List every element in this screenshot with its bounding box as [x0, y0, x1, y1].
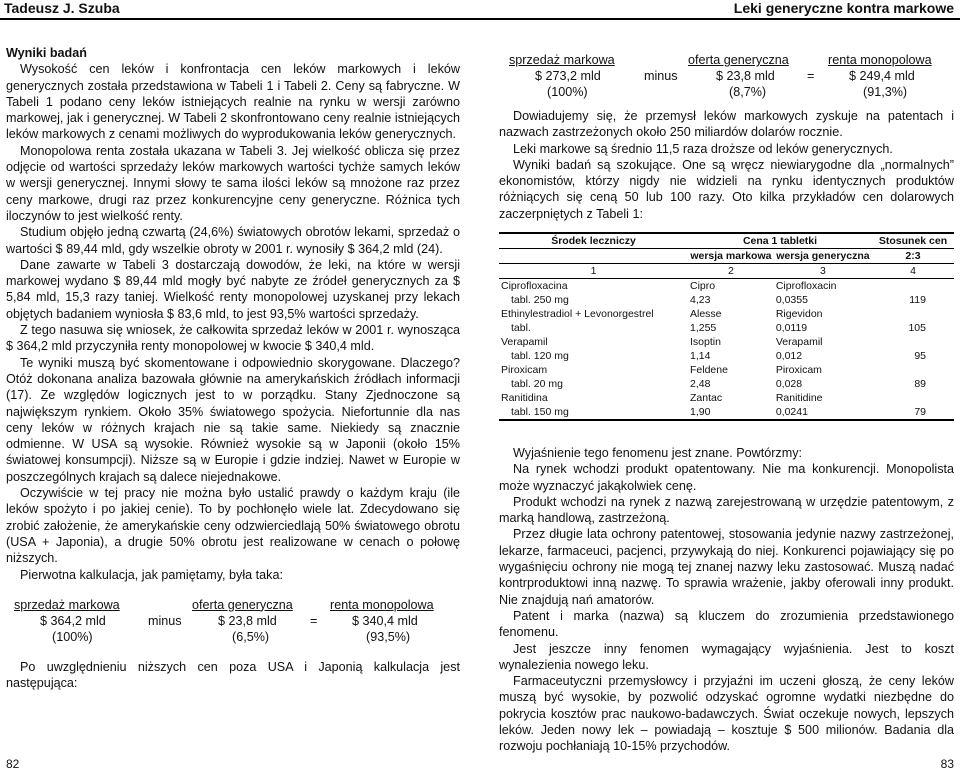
ratio-cell	[872, 363, 954, 377]
column-number: 2	[688, 264, 774, 279]
table-header-row	[499, 233, 954, 249]
paragraph: Oczywiście w tej pracy nie można było ustalić prawdy o każdym kraju (ile leków spożyto i po jakiej cenie). To by pochłonęło wiele lat. Zdecydowano się zrobić założenie, że amerykańskie ceny odzwierciedlają 50% światowego obrotu (USA + Japonia), a drugie 50% obrotu jest realizowane w cenach o połowę niższych.	[6, 486, 460, 566]
calc-value: $ 23,8 mld	[716, 69, 775, 83]
table-row	[499, 279, 954, 294]
generic-name: Ciprofloxacin	[775, 280, 837, 292]
right-column-lower	[499, 445, 954, 755]
brand-price: 1,14	[690, 350, 711, 362]
section-heading: Wyniki badań	[6, 46, 87, 60]
table-row	[499, 307, 954, 321]
paragraph: Dowiadujemy się, że przemysł leków markowych zyskuje na patentach i nazwach zastrzeżonych około 250 miliardów dolarów rocznie.	[499, 109, 954, 140]
dose: tabl. 20 mg	[511, 378, 563, 390]
paragraph: Na rynek wchodzi produkt opatentowany. Nie ma konkurencji. Monopolista może wyznaczyć jakąkolwiek cenę.	[499, 462, 954, 493]
column-number: 1	[499, 264, 688, 279]
table-row	[499, 293, 954, 307]
brand-price: 1,255	[690, 322, 717, 334]
paragraph: Pierwotna kalkulacja, jak pamiętamy, była taka:	[20, 567, 283, 582]
calc-header: oferta generyczna	[192, 597, 293, 612]
page-number: 83	[940, 757, 954, 771]
dose: tabl.	[511, 322, 531, 334]
generic-name: Rigevidon	[775, 308, 823, 320]
table-body	[499, 279, 954, 421]
drug-name: Verapamil	[501, 336, 548, 348]
paragraph: Produkt wchodzi na rynek z nazwą zarejestrowaną w urzędzie patentowym, z marką handlową, zastrzeżoną.	[499, 494, 954, 526]
ratio-cell	[872, 307, 954, 321]
calc-header: oferta generyczna	[688, 53, 789, 67]
paragraph: Monopolowa renta została ukazana w Tabeli 3. Jej wielkość oblicza się przez odjęcie od wartości sprzedaży leków markowych wartości tychże samych leków w wersji generycznej. Innymi słowy te sama ilości leków są mnożone raz przez ceny markowe, drugi raz przez konkurencyjne ceny generyczne. Różnica tych iloczynów to jest wielkość renty.	[6, 143, 460, 223]
header-title: Leki generyczne kontra markowe	[733, 0, 954, 16]
generic-price: 0,0119	[775, 322, 808, 334]
price-ratio: 79	[872, 405, 954, 420]
table-header-cell: Cena 1 tabletki	[688, 233, 872, 249]
dose: tabl. 150 mg	[499, 405, 688, 420]
table-header-cell: Stosunek cen	[872, 233, 954, 249]
paragraph: Przez długie lata ochrony patentowej, stosowania jedynie nazwy zastrzeżonej, lekarze, farmaceuci, pacjenci, przywykają do niej. Konkurenci pojawiający się po wygaśnięciu ochrony nie mogą tej znanej nazwy leku zastosować. Muszą nadać kontrproduktowi inną nazwę. To sprawia wrażenie, jakby oferowali inny produkt. Nie znajdują nań amatorów.	[499, 527, 954, 607]
price-ratio: 89	[914, 378, 926, 390]
ratio-cell	[872, 279, 954, 294]
paragraph: Patent i marka (nazwa) są kluczem do zrozumienia przedstawionego fenomenu.	[499, 608, 954, 640]
calc-header: sprzedaż markowa	[14, 597, 120, 612]
brand-name: Zantac	[690, 392, 723, 404]
brand-price: 2,48	[690, 378, 711, 390]
brand-price: 1,90	[688, 405, 774, 420]
paragraph: Wyniki badań są szokujące. One są wręcz niewiarygodne dla „normalnych” ekonomistów, którzy nigdy nie widzieli na rynku identycznych produktów różniących się ceną 50 lub 100 razy. Oto kilka przykładów cen dolarowych zaczerpniętych z Tabeli 1:	[499, 157, 954, 221]
table-row	[499, 391, 954, 405]
calc-operator: =	[310, 613, 318, 628]
calc-percent: (91,3%)	[863, 85, 908, 99]
table-number-row	[499, 264, 954, 279]
paragraph: Studium objęło jedną czwartą (24,6%) światowych obrotów lekami, sprzedaż o wartości $ 89,44 mld, gdy wszelkie obroty w 2001 r. wynosiły $ 364,2 mld (24).	[6, 225, 460, 256]
price-ratio: 95	[914, 350, 926, 362]
dose: tabl. 120 mg	[511, 350, 569, 362]
paragraph: Farmaceutyczni przemysłowcy i przyjaźni im uczeni głoszą, że ceny leków muszą być wysokie, by pozwolić odzyskać ogromne wydatki niezbędne do pokrycia kosztów prac naukowo-badawczych. Świat oczekuje nowych, lepszych leków. Jeden nowy lek – powiadają – kosztuje $ 500 milionów. Badania dla rozwoju pochłaniają 10-15% przychodów.	[499, 674, 954, 754]
drug-name: Ethinylestradiol + Levonorgestrel	[501, 308, 654, 320]
table-row	[499, 335, 954, 349]
table-row	[499, 321, 954, 335]
page-number: 82	[6, 757, 20, 771]
table-header-cell	[499, 249, 688, 264]
paragraph: Wyjaśnienie tego fenomenu jest znane. Powtórzmy:	[513, 446, 802, 460]
paragraph: Z tego nasuwa się wniosek, że całkowita sprzedaż leków w 2001 r. wynosząca $ 364,2 mld przyczyniła renty monopolowej w kwocie $ 340,4 mld.	[6, 323, 460, 354]
calc-value: $ 364,2 mld	[40, 613, 106, 628]
generic-price: 0,0355	[775, 294, 808, 306]
paragraph: Wysokość cen leków i konfrontacja cen leków markowych i leków generycznych została przedstawiona w Tabeli 1 i Tabeli 2. Ceny są fabryczne. W Tabeli 1 podano ceny leków istniejących realnie na rynku w wersji zarówno markowej, jak i generycznej. W Tabeli 2 skonfrontowano ceny realnie istniejących leków markowych z cenami możliwych do wyprodukowania leków generycznych.	[6, 62, 460, 142]
paragraph: Jest jeszcze inny fenomen wymagający wyjaśnienia. Jest to koszt wynalezienia nowego leku.	[499, 641, 954, 672]
ratio-cell	[872, 391, 954, 405]
calc-percent: (93,5%)	[366, 629, 411, 644]
brand-name: Cipro	[690, 280, 716, 292]
generic-name: Piroxicam	[775, 364, 822, 376]
price-ratio: 119	[909, 294, 926, 306]
price-table	[499, 232, 954, 421]
calc-operator: minus	[148, 613, 182, 628]
table-header-cell: 2:3	[872, 249, 954, 264]
generic-price: 0,0241	[774, 405, 872, 420]
drug-name: Ranitidina	[501, 392, 548, 404]
header-author: Tadeusz J. Szuba	[4, 0, 120, 16]
table-row	[499, 363, 954, 377]
calc-value: $ 340,4 mld	[352, 613, 418, 628]
calc-percent: (6,5%)	[232, 629, 270, 644]
table-row	[499, 405, 954, 420]
calc-percent: (100%)	[547, 85, 588, 99]
generic-name: Verapamil	[775, 336, 823, 348]
table-row	[499, 349, 954, 363]
calc-percent: (100%)	[52, 629, 93, 644]
running-header	[0, 0, 960, 20]
calc-operator: =	[807, 69, 815, 83]
calc-value: $ 23,8 mld	[218, 613, 277, 628]
header-rule	[0, 18, 960, 20]
paragraph: Dane zawarte w Tabeli 3 dostarczają dowodów, że leki, na które w wersji markowej wydano $ 89,44 mld mogły być nabyte ze źródeł generycznych za $ 5,84 mld, 15,3 razy taniej. Wielkość renty monopolowej uzyskanej przy lekach objętych badaniem wyniosła $ 83,6 mld, to jest 93,5% wartości sprzedaży.	[6, 257, 460, 321]
calc-value: $ 249,4 mld	[849, 69, 915, 83]
calculation-block	[6, 597, 460, 655]
table-header-cell: Środek leczniczy	[499, 233, 688, 249]
calc-operator: minus	[644, 69, 678, 83]
generic-price: 0,012	[775, 350, 803, 362]
calc-header: renta monopolowa	[828, 53, 932, 67]
price-ratio: 105	[908, 322, 926, 334]
calc-header: renta monopolowa	[330, 597, 434, 612]
table-header-cell: wersja markowa	[688, 249, 774, 264]
paragraph: Po uwzględnieniu niższych cen poza USA i Japonią kalkulacja jest następująca:	[6, 659, 460, 691]
brand-name: Isoptin	[690, 336, 721, 348]
left-column	[6, 45, 460, 691]
table-row	[499, 377, 954, 391]
right-column	[499, 52, 954, 222]
calc-header: sprzedaż markowa	[509, 53, 615, 67]
brand-name: Alesse	[690, 308, 722, 320]
generic-price: 0,028	[775, 378, 803, 390]
paragraph: Te wyniki muszą być skomentowane i odpowiednio skorygowane. Dlaczego? Otóż dokonana analiza bazowała głównie na amerykańskich źródłach informacji (17). Ze względów logicznych jest to w porządku. Stany Zjednoczone są największym rynkiem. Około 35% światowego spożycia. Niefortunnie dla nas ceny leków w różnych krajach nie są takie same. Niekiedy są znacznie odmienne. W USA są wysokie. Również wysokie są w Japonii (około 15% światowej konsumpcji). Niższe są w Europie i gdzie indziej. Nawet w Europie w poszczególnych krajach są dalece niejednakowe.	[6, 355, 460, 484]
table-header-cell: wersja generyczna	[774, 249, 872, 264]
drug-name: Ciprofloxacina	[501, 280, 568, 292]
brand-price: 4,23	[690, 294, 711, 306]
column-number: 4	[872, 264, 954, 279]
brand-name: Feldene	[690, 364, 728, 376]
calc-percent: (8,7%)	[729, 85, 767, 99]
dose: tabl. 250 mg	[511, 294, 569, 306]
table-subheader-row	[499, 249, 954, 264]
calc-value: $ 273,2 mld	[535, 69, 601, 83]
ratio-cell	[872, 335, 954, 349]
paragraph: Leki markowe są średnio 11,5 raza droższe od leków generycznych.	[513, 141, 893, 156]
calculation-block	[499, 52, 954, 108]
column-number: 3	[774, 264, 872, 279]
generic-name: Ranitidine	[775, 392, 823, 404]
drug-name: Piroxicam	[501, 364, 548, 376]
